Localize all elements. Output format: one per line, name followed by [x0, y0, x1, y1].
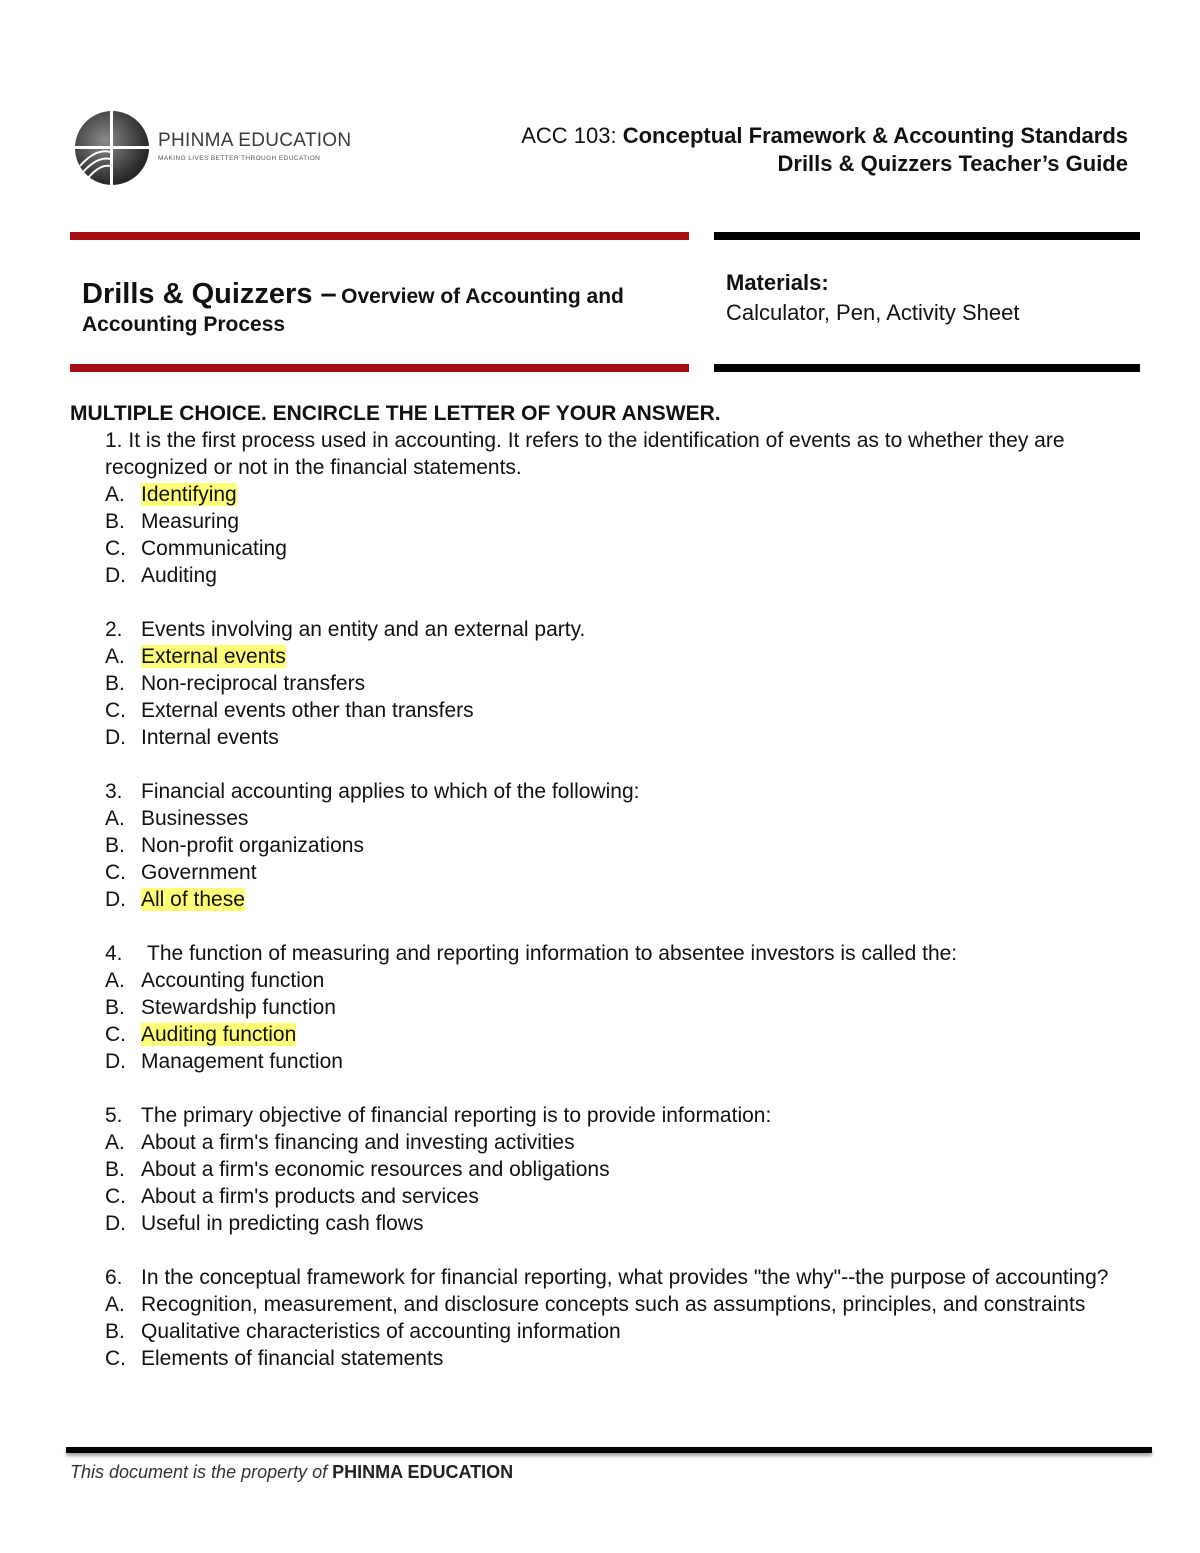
- quiz-content: [70, 400, 1132, 1372]
- option-letter: D.: [105, 888, 126, 911]
- option[interactable]: [105, 508, 1132, 535]
- question-stem: [105, 940, 1132, 967]
- option-letter: C.: [105, 1347, 126, 1370]
- option-text: About a firm's economic resources and obligations: [141, 1158, 610, 1181]
- option[interactable]: [105, 643, 1132, 670]
- option[interactable]: [105, 697, 1132, 724]
- option-letter: B.: [105, 1320, 125, 1343]
- option-text: Internal events: [141, 726, 279, 749]
- question-number: 4.: [105, 942, 123, 965]
- question-5: [105, 1102, 1132, 1237]
- question-text: The function of measuring and reporting information to absentee investors is called the:: [147, 942, 958, 965]
- materials-label: Materials:: [726, 270, 829, 295]
- materials-value: Calculator, Pen, Activity Sheet: [726, 300, 1020, 325]
- option-text: Recognition, measurement, and disclosure concepts such as assumptions, principles, and constraints: [141, 1293, 1086, 1316]
- question-text: Events involving an entity and an external party.: [141, 618, 586, 641]
- option[interactable]: [105, 1318, 1132, 1345]
- option-letter: A.: [105, 969, 125, 992]
- option-letter: C.: [105, 861, 126, 884]
- option-text: Government: [141, 861, 257, 884]
- option-text: Auditing: [141, 564, 217, 587]
- option[interactable]: [105, 1345, 1132, 1372]
- option-text: Measuring: [141, 510, 240, 533]
- question-text: In the conceptual framework for financial reporting, what provides "the why"--the purpose of accounting?: [141, 1266, 1109, 1289]
- option[interactable]: [105, 1183, 1132, 1210]
- option-letter: B.: [105, 834, 125, 857]
- option[interactable]: [105, 562, 1132, 589]
- option[interactable]: [105, 832, 1132, 859]
- phinma-logo: [74, 108, 352, 188]
- question-stem: [105, 427, 1132, 481]
- question-stem: [105, 1102, 1132, 1129]
- worksheet-title: [82, 278, 692, 337]
- option[interactable]: [105, 886, 1132, 913]
- footer-prefix: This document is the property of: [70, 1462, 328, 1482]
- option[interactable]: [105, 724, 1132, 751]
- option-letter: B.: [105, 1158, 125, 1181]
- option-text: Qualitative characteristics of accounting information: [141, 1320, 621, 1343]
- option-letter: A.: [105, 807, 125, 830]
- option[interactable]: [105, 1129, 1132, 1156]
- option-letter: C.: [105, 1023, 126, 1046]
- answer-highlight: Identifying: [141, 483, 237, 506]
- footer: [70, 1462, 513, 1483]
- option[interactable]: [105, 805, 1132, 832]
- option-letter: D.: [105, 1212, 126, 1235]
- question-number: 3.: [105, 780, 123, 803]
- option-text: Non-profit organizations: [141, 834, 364, 857]
- question-number: 5.: [105, 1104, 123, 1127]
- question-1: [105, 427, 1132, 589]
- option-letter: A.: [105, 645, 125, 668]
- option[interactable]: [105, 859, 1132, 886]
- answer-highlight: External events: [141, 645, 286, 668]
- option[interactable]: [105, 481, 1132, 508]
- title-line2: Accounting Process: [82, 313, 286, 336]
- question-4: [105, 940, 1132, 1075]
- instructions: MULTIPLE CHOICE. ENCIRCLE THE LETTER OF YOUR ANSWER.: [70, 402, 721, 425]
- materials-box: [726, 268, 1020, 328]
- option-text: About a firm's financing and investing activities: [141, 1131, 575, 1154]
- question-text: It is the first process used in accounting. It refers to the identification of events as to whether they are recognized or not in the financial statements.: [105, 429, 1065, 479]
- option-letter: C.: [105, 699, 126, 722]
- option[interactable]: [105, 1021, 1132, 1048]
- option[interactable]: [105, 1210, 1132, 1237]
- option-text: About a firm's products and services: [141, 1185, 479, 1208]
- question-text: The primary objective of financial reporting is to provide information:: [141, 1104, 772, 1127]
- option-letter: C.: [105, 1185, 126, 1208]
- materials-bottom-rule: [714, 364, 1140, 372]
- document-header: [521, 122, 1128, 178]
- option-letter: B.: [105, 510, 125, 533]
- option-letter: D.: [105, 1050, 126, 1073]
- option[interactable]: [105, 535, 1132, 562]
- answer-highlight: Auditing function: [141, 1023, 297, 1046]
- materials-top-rule: [714, 232, 1140, 240]
- question-stem: [105, 1264, 1132, 1291]
- option[interactable]: [105, 670, 1132, 697]
- footer-rule: [66, 1447, 1152, 1453]
- title-main: Drills & Quizzers –: [82, 278, 337, 310]
- course-title: Conceptual Framework & Accounting Standards: [622, 123, 1128, 148]
- logo-tagline: MAKING LIVES BETTER THROUGH EDUCATION: [158, 155, 321, 162]
- option-text: Useful in predicting cash flows: [141, 1212, 424, 1235]
- option-text: Non-reciprocal transfers: [141, 672, 366, 695]
- option-letter: C.: [105, 537, 126, 560]
- course-code: ACC 103:: [521, 123, 617, 148]
- option-letter: D.: [105, 564, 126, 587]
- question-number: 6.: [105, 1266, 123, 1289]
- title-bottom-red-rule: [70, 364, 689, 372]
- option-letter: B.: [105, 672, 125, 695]
- option-letter: A.: [105, 483, 125, 506]
- option-text: Accounting function: [141, 969, 325, 992]
- option[interactable]: [105, 1156, 1132, 1183]
- option-letter: D.: [105, 726, 126, 749]
- option-letter: A.: [105, 1131, 125, 1154]
- question-text: Financial accounting applies to which of the following:: [141, 780, 640, 803]
- option-text: Stewardship function: [141, 996, 336, 1019]
- option-letter: B.: [105, 996, 125, 1019]
- guide-title: Drills & Quizzers Teacher’s Guide: [777, 151, 1128, 176]
- option[interactable]: [105, 994, 1132, 1021]
- option-text: Communicating: [141, 537, 287, 560]
- option-text: Elements of financial statements: [141, 1347, 444, 1370]
- footer-owner: PHINMA EDUCATION: [332, 1462, 514, 1482]
- phinma-logo-icon: [74, 108, 152, 188]
- option-text: Management function: [141, 1050, 343, 1073]
- course-line: [521, 122, 1128, 150]
- option[interactable]: [105, 967, 1132, 994]
- option[interactable]: [105, 1048, 1132, 1075]
- question-number: 1.: [105, 429, 123, 452]
- question-6: [105, 1264, 1132, 1372]
- title-sub: Overview of Accounting and: [341, 285, 624, 308]
- option-text: External events other than transfers: [141, 699, 474, 722]
- option-text: Businesses: [141, 807, 249, 830]
- option[interactable]: [105, 1291, 1132, 1318]
- title-top-red-rule: [70, 232, 689, 240]
- question-3: [105, 778, 1132, 913]
- question-stem: [105, 616, 1132, 643]
- question-stem: [105, 778, 1132, 805]
- question-number: 2.: [105, 618, 123, 641]
- question-2: [105, 616, 1132, 751]
- option-letter: A.: [105, 1293, 125, 1316]
- answer-highlight: All of these: [141, 888, 245, 911]
- logo-name: PHINMA EDUCATION: [158, 130, 352, 151]
